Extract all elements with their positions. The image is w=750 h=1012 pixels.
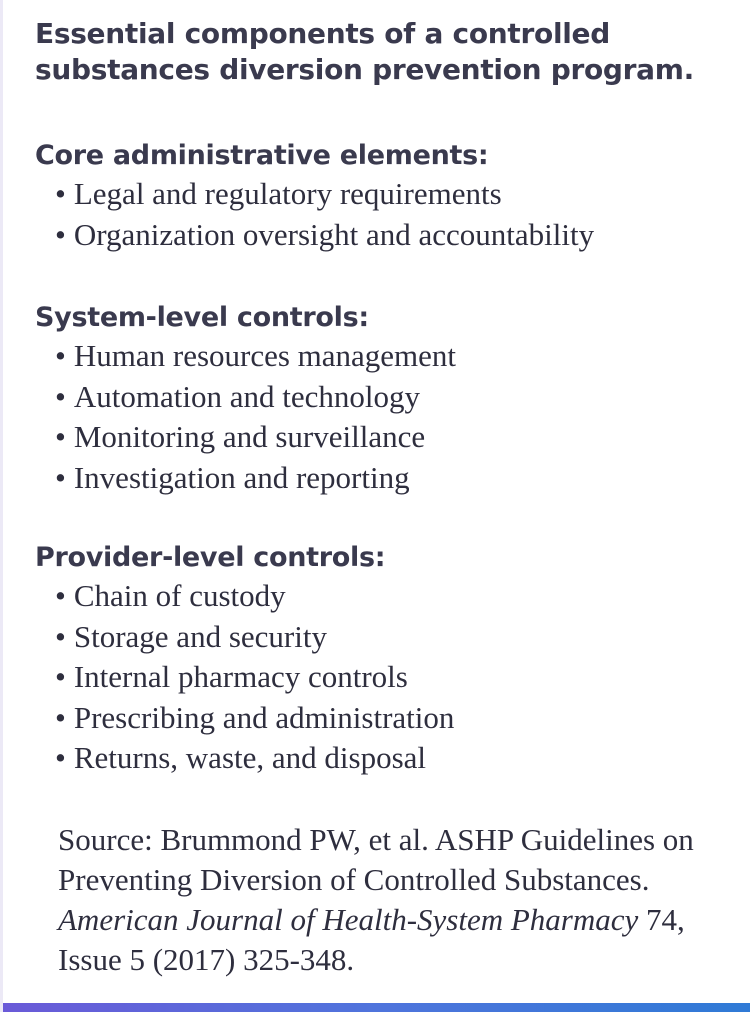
list-item: • Human resources management <box>55 336 735 377</box>
section-heading: System-level controls: <box>35 302 369 333</box>
source-prefix: Source: Brummond PW, et al. ASHP Guidelines on Preventing Diversion of Controlled Substances. <box>58 822 694 897</box>
list-item: • Investigation and reporting <box>55 458 735 499</box>
section-core-administrative <box>35 138 735 255</box>
list-item: • Legal and regulatory requirements <box>55 174 735 215</box>
list-item: • Prescribing and administration <box>55 698 735 739</box>
list-item: • Chain of custody <box>55 576 735 617</box>
section-heading: Provider-level controls: <box>35 542 386 573</box>
source-suffix: 74, Issue 5 (2017) 325-348. <box>58 902 685 977</box>
list-item: • Organization oversight and accountability <box>55 215 735 256</box>
source-citation <box>58 820 738 980</box>
section-provider-level <box>35 540 735 779</box>
list-item: • Internal pharmacy controls <box>55 657 735 698</box>
section-system-level <box>35 300 735 498</box>
list-item: • Monitoring and surveillance <box>55 417 735 458</box>
list-item: • Returns, waste, and disposal <box>55 738 735 779</box>
page-title: Essential components of a controlled substances diversion prevention program. <box>35 17 694 86</box>
bottom-gradient-bar <box>3 1003 750 1012</box>
journal-name: American Journal of Health-System Pharmacy <box>58 902 639 937</box>
list-item: • Storage and security <box>55 617 735 658</box>
list-item: • Automation and technology <box>55 377 735 418</box>
section-heading: Core administrative elements: <box>35 140 489 171</box>
